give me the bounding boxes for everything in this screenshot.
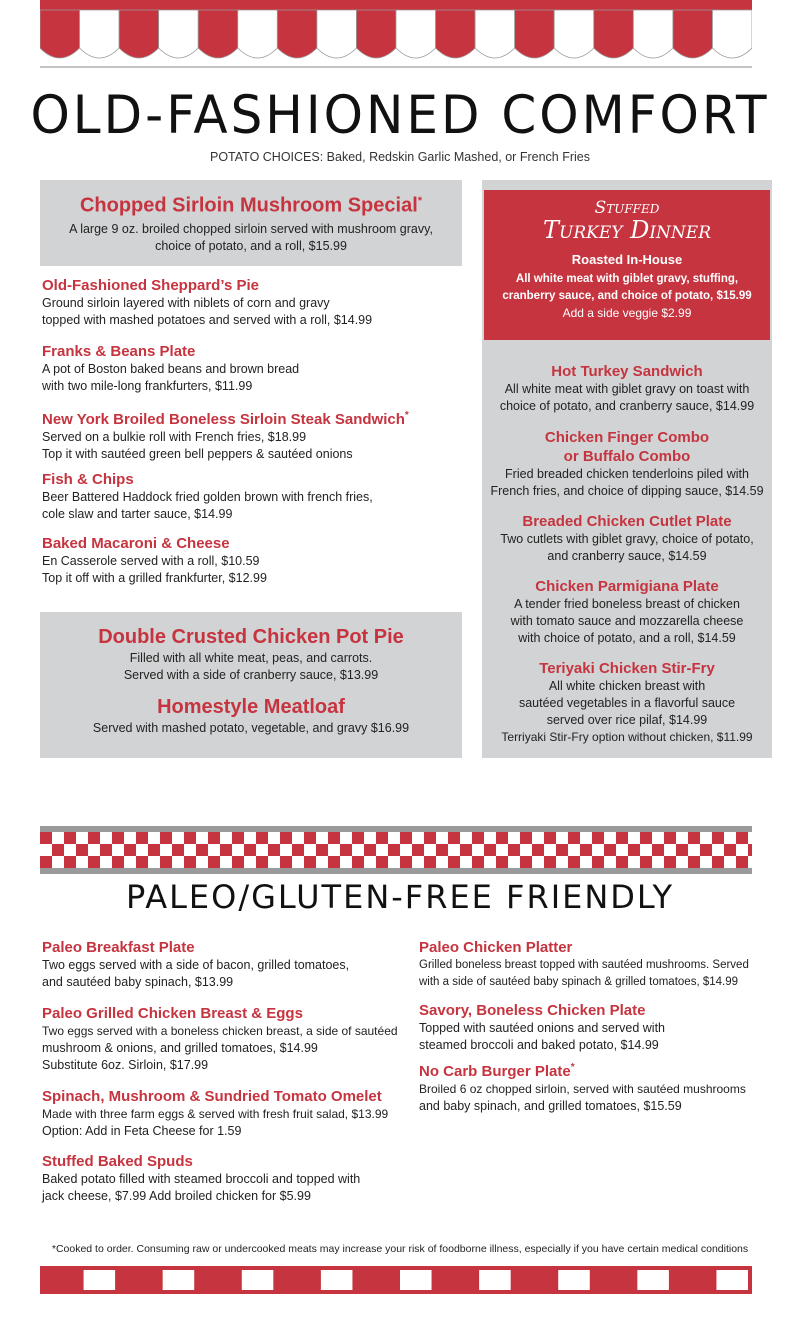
item-desc: with two mile-long frankfurters, $11.99: [42, 379, 253, 393]
turkey-desc-3: Add a side veggie $2.99: [562, 306, 692, 320]
menu-item: [42, 470, 462, 523]
item-desc: jack cheese, $7.99 Add broiled chicken for $5.99: [42, 1189, 311, 1203]
special-desc-1: A large 9 oz. broiled chopped sirloin served with mushroom gravy,: [69, 221, 433, 236]
item-desc: served over rice pilaf, $14.99: [546, 713, 708, 727]
item-desc: Two eggs served with a side of bacon, grilled tomatoes,: [42, 958, 350, 972]
item-name: Baked Macaroni & Cheese: [42, 535, 230, 552]
item-star: *: [570, 1062, 575, 1073]
item-desc: with tomato sauce and mozzarella cheese: [510, 614, 744, 628]
item-desc: Substitute 6oz. Sirloin, $17.99: [42, 1058, 209, 1072]
item-desc: and cranberry sauce, $14.59: [547, 549, 707, 563]
item-name: Stuffed Baked Spuds: [42, 1153, 193, 1170]
item-name: Paleo Breakfast Plate: [42, 939, 195, 956]
item-desc: mushroom & onions, and grilled tomatoes, $14.99: [42, 1041, 318, 1055]
item-name: No Carb Burger Plate: [419, 1063, 571, 1080]
special-item: [40, 188, 462, 255]
item-desc: steamed broccoli and baked potato, $14.99: [419, 1038, 659, 1052]
item-desc: Served on a bulkie roll with French fries, $18.99: [42, 430, 307, 444]
potpie-desc: Filled with all white meat, peas, and carrots.: [129, 651, 373, 665]
item-desc: Top it off with a grilled frankfurter, $12.99: [42, 571, 267, 585]
item-desc: A tender fried boneless breast of chicken: [514, 597, 740, 611]
paleo-title: PALEO/GLUTEN-FREE FRIENDLY: [125, 878, 675, 916]
special-star: *: [417, 195, 423, 207]
item-name: Franks & Beans Plate: [42, 343, 196, 360]
potpie-desc: Served with a side of cranberry sauce, $13.99: [123, 668, 379, 682]
paleo-item: [42, 1152, 412, 1205]
item-desc: Made with three farm eggs & served with fresh fruit salad, $13.99: [42, 1107, 389, 1121]
item-name: Spinach, Mushroom & Sundried Tomato Omelet: [42, 1088, 382, 1105]
paleo-item: [42, 1004, 412, 1074]
turkey-sub: Roasted In-House: [571, 252, 683, 267]
meatloaf-desc: Served with mashed potato, vegetable, and gravy $16.99: [92, 721, 410, 735]
turkey-desc-2: cranberry sauce, and choice of potato, $15.99: [502, 290, 752, 302]
item-name: Hot Turkey Sandwich: [551, 363, 703, 380]
paleo-item: [419, 1058, 769, 1115]
item-desc: Option: Add in Feta Cheese for 1.59: [42, 1124, 242, 1138]
paleo-item: [42, 938, 412, 991]
item-desc: topped with mashed potatoes and served with a roll, $14.99: [42, 313, 373, 327]
menu-item: [42, 406, 472, 463]
bottom-band: [40, 1266, 752, 1294]
item-name: Paleo Grilled Chicken Breast & Eggs: [42, 1005, 303, 1022]
item-desc: Broiled 6 oz chopped sirloin, served with sautéed mushrooms: [419, 1082, 746, 1096]
item-desc: and baby spinach, and grilled tomatoes, $15.59: [419, 1099, 682, 1113]
turkey-desc-1: All white meat with giblet gravy, stuffing,: [515, 273, 739, 285]
menu-item: [42, 342, 462, 395]
checkered-divider: [40, 826, 752, 874]
item-desc: Fried breaded chicken tenderloins piled with: [505, 467, 749, 481]
item-desc: Grilled boneless breast topped with sautéed mushrooms. Served: [419, 959, 749, 971]
menu-item: [484, 428, 770, 500]
item-desc: Terriyaki Stir-Fry option without chicken, $11.99: [501, 730, 753, 744]
item-name: Old-Fashioned Sheppard’s Pie: [42, 277, 259, 294]
item-name: Fish & Chips: [42, 471, 134, 488]
turkey-dinner-box: [484, 190, 770, 340]
item-desc: cole slaw and tarter sauce, $14.99: [42, 507, 233, 521]
item-desc: All white meat with giblet gravy on toast with: [504, 382, 750, 396]
special-desc-2: choice of potato, and a roll, $15.99: [155, 238, 347, 253]
item-desc: En Casserole served with a roll, $10.59: [42, 554, 260, 568]
item-desc: Two eggs served with a boneless chicken breast, a side of sautéed: [42, 1024, 398, 1038]
item-desc: and sautéed baby spinach, $13.99: [42, 975, 234, 989]
potpie-item: [40, 624, 462, 684]
item-name: or Buffalo Combo: [563, 448, 691, 465]
item-desc: All white chicken breast with: [548, 679, 706, 693]
potpie-name: Double Crusted Chicken Pot Pie: [98, 626, 404, 648]
item-name: Savory, Boneless Chicken Plate: [419, 1002, 646, 1019]
item-desc: Two cutlets with giblet gravy, choice of potato,: [500, 532, 754, 546]
page-title: OLD-FASHIONED COMFORT: [30, 84, 770, 146]
item-name: New York Broiled Boneless Sirloin Steak Sandwich: [42, 411, 405, 428]
special-name: Chopped Sirloin Mushroom Special: [79, 194, 418, 217]
item-star: *: [404, 410, 409, 421]
item-desc: A pot of Boston baked beans and brown bread: [42, 362, 300, 376]
item-name: Paleo Chicken Platter: [419, 939, 573, 956]
meatloaf-item: [40, 694, 462, 737]
menu-item: [42, 276, 462, 329]
item-name: Teriyaki Chicken Stir-Fry: [539, 660, 715, 677]
paleo-item: [419, 1001, 769, 1054]
menu-item: [484, 577, 770, 647]
item-desc: Baked potato filled with steamed broccoli and topped with: [42, 1172, 361, 1186]
turkey-line1: Stuffed: [594, 198, 660, 218]
item-desc: with choice of potato, and a roll, $14.59: [518, 631, 736, 645]
item-desc: Ground sirloin layered with niblets of corn and gravy: [42, 296, 330, 310]
paleo-item: [42, 1087, 412, 1140]
item-name: Chicken Parmigiana Plate: [535, 578, 719, 595]
item-name: Breaded Chicken Cutlet Plate: [522, 513, 732, 530]
item-desc: French fries, and choice of dipping sauce, $14.59: [490, 484, 764, 498]
potato-choices: POTATO CHOICES: Baked, Redskin Garlic Mashed, or French Fries: [210, 150, 590, 164]
menu-item: [42, 534, 462, 587]
turkey-line2: Turkey Dinner: [542, 216, 711, 244]
menu-item: [484, 659, 770, 746]
item-desc: sautéed vegetables in a flavorful sauce: [518, 696, 736, 710]
menu-item: [484, 512, 770, 565]
footnote: *Cooked to order. Consuming raw or undercooked meats may increase your risk of foodborne illness, especially if you have certain medical conditions: [51, 1243, 749, 1255]
menu-item: [484, 362, 770, 415]
meatloaf-name: Homestyle Meatloaf: [157, 696, 345, 718]
item-name: Chicken Finger Combo: [544, 429, 710, 446]
item-desc: choice of potato, and cranberry sauce, $14.99: [499, 399, 755, 413]
item-desc: Top it with sautéed green bell peppers & sautéed onions: [42, 447, 353, 461]
item-desc: with a side of sautéed baby spinach & grilled tomatoes, $14.99: [419, 976, 739, 988]
awning-banner: [40, 0, 752, 68]
item-desc: Topped with sautéed onions and served with: [419, 1021, 665, 1035]
paleo-item: [419, 938, 769, 991]
item-desc: Beer Battered Haddock fried golden brown with french fries,: [42, 490, 373, 504]
